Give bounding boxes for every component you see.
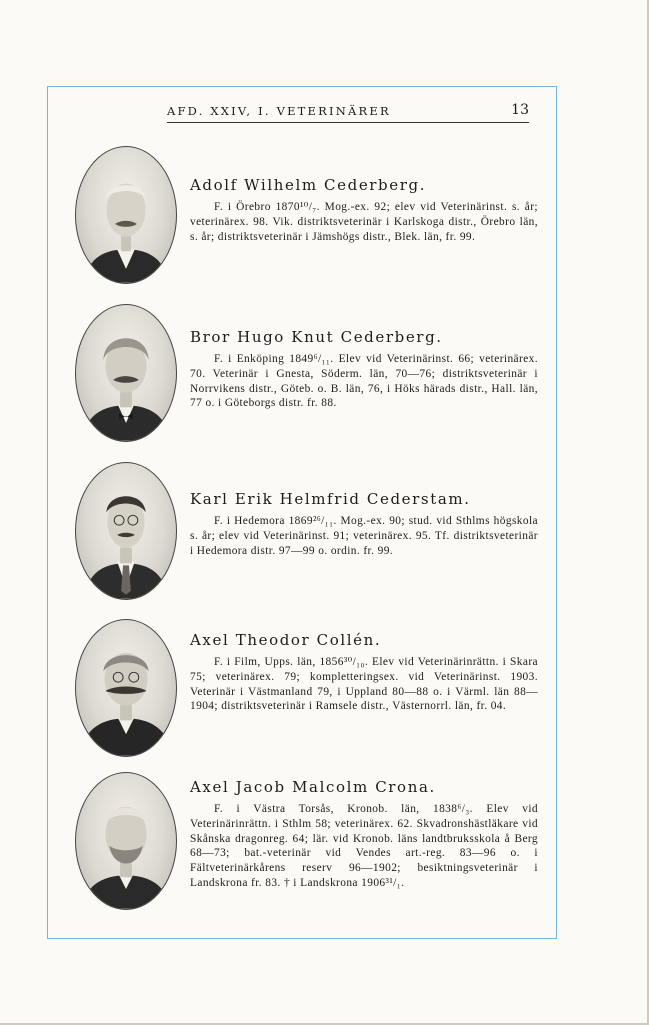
- biography-text: F. i Film, Upps. län, 1856³⁰/₁₀. Elev vid Veterinärinrättn. i Skara 75; veterinärex. 79; kompletteringsex. vid Veterinärinst. 1903. Veterinär i Västmanland 79, i Uppland 80—88 o. i Värml. län 88—1904; distriktsveterinär i Ramsele distr., Västernorrl. län, fr. 04.: [190, 656, 538, 713]
- person-name: Axel Jacob Malcolm Crona.: [190, 778, 436, 796]
- portrait-figure: [76, 620, 176, 756]
- portrait-photo: [75, 462, 177, 600]
- biography-text: F. i Örebro 1870¹⁰/₇. Mog.-ex. 92; elev vid Veterinärinst. s. år; veterinärex. 98. Vik. distriktsveterinär i Karlskoga distr., Örebro län, s. år; distriktsveterinär i Jämshögs distr., Blek. län, fr. 99.: [190, 201, 538, 243]
- portrait-figure: [76, 463, 176, 599]
- biography-text: F. i Hedemora 1869²⁶/₁₁. Mog.-ex. 90; stud. vid Sthlms högskola s. år; elev vid Veterinärinst. 91; veterinärex. 95. Tf. distriktsveterinär i Hedemora distr. 97—99 o. ordin. fr. 99.: [190, 515, 538, 557]
- header-rule: [167, 122, 529, 123]
- portrait-figure: [76, 147, 176, 283]
- portrait-photo: [75, 772, 177, 910]
- biography-text: F. i Västra Torsås, Kronob. län, 1838⁶/₃. Elev vid Veterinärinrättn. i Sthlm 58; veterinärex. 62. Skvadronshästläkare vid Skånska dragonreg. 64; lär. vid Kronob. läns landtbruksskola å Berg 68—73; bat.-veterinär vid Vendes art.-reg. 83—96 o. i Fältveterinärkårens reserv 96—1902; besiktningsveterinär i Landskrona fr. 83. † i Landskrona 1906³¹/₁.: [190, 803, 538, 889]
- person-name: Karl Erik Helmfrid Cederstam.: [190, 490, 471, 508]
- portrait-figure: [76, 305, 176, 441]
- page-number: 13: [511, 102, 529, 118]
- running-title: AFD. XXIV, I. VETERINÄRER: [167, 104, 391, 118]
- portrait-photo: [75, 304, 177, 442]
- person-name: Axel Theodor Collén.: [190, 631, 382, 649]
- portrait-figure: [76, 773, 176, 909]
- biography-text: F. i Enköping 1849⁶/₁₁. Elev vid Veterinärinst. 66; veterinärex. 70. Veterinär i Gnesta, Söderm. län, 70—76; distriktsveterinär i Norrvikens distr., Göteb. o. B. län, 76, i Höks härads distr., Hall. län, 77 o. i Göteborgs distr. fr. 88.: [190, 353, 538, 410]
- portrait-photo: [75, 619, 177, 757]
- running-header: [47, 100, 557, 122]
- portrait-photo: [75, 146, 177, 284]
- person-name: Bror Hugo Knut Cederberg.: [190, 328, 443, 346]
- person-name: Adolf Wilhelm Cederberg.: [190, 176, 427, 194]
